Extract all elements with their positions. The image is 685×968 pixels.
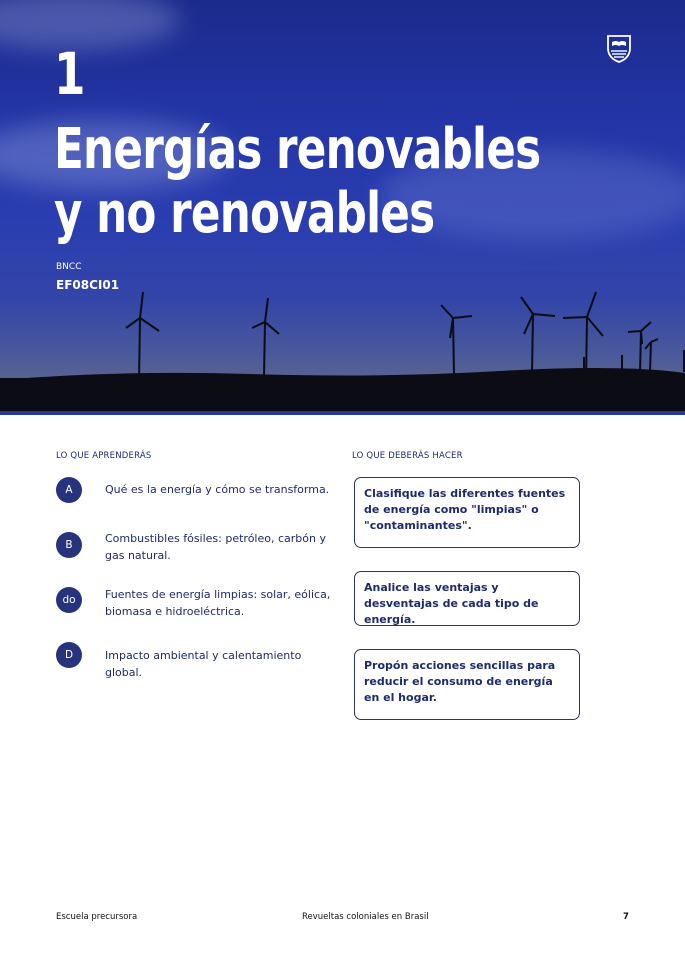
bncc-code: EF08CI01 — [56, 278, 120, 292]
item-badge: B — [56, 532, 82, 558]
task-card: Propón acciones sencillas para reducir el consumo de energía en el hogar. — [354, 649, 580, 720]
learn-item-text: Fuentes de energía limpias: solar, eólica, biomasa e hidroeléctrica. — [105, 588, 331, 618]
page-number: 7 — [623, 912, 629, 922]
learn-item-text: Impacto ambiental y calentamiento global. — [105, 649, 302, 679]
task-card: Analice las ventajas y desventajas de cada tipo de energía. — [354, 571, 580, 626]
task-card: Clasifique las diferentes fuentes de energía como "limpias" o "contaminantes". — [354, 477, 580, 548]
school-shield-icon — [606, 33, 632, 63]
chapter-number: 1 — [54, 40, 84, 108]
hero-banner — [0, 0, 685, 415]
title-line-1: Energías renovables — [54, 117, 541, 182]
item-badge: A — [56, 477, 82, 503]
title-line-2: y no renovables — [54, 181, 435, 246]
item-badge: D — [56, 642, 82, 668]
learn-item-text: Combustibles fósiles: petróleo, carbón y gas natural. — [105, 532, 326, 562]
page-title — [54, 118, 600, 246]
tasks-heading: LO QUE DEBERÁS HACER — [352, 451, 463, 461]
footer-school: Escuela precursora — [56, 912, 138, 922]
bncc-label: BNCC — [56, 262, 82, 272]
footer-book-title: Revueltas coloniales en Brasil — [302, 912, 429, 922]
hero-divider — [0, 411, 685, 415]
learn-heading: LO QUE APRENDERÁS — [56, 451, 152, 461]
learn-item-text: Qué es la energía y cómo se transforma. — [105, 483, 330, 496]
item-badge: do — [56, 587, 82, 613]
